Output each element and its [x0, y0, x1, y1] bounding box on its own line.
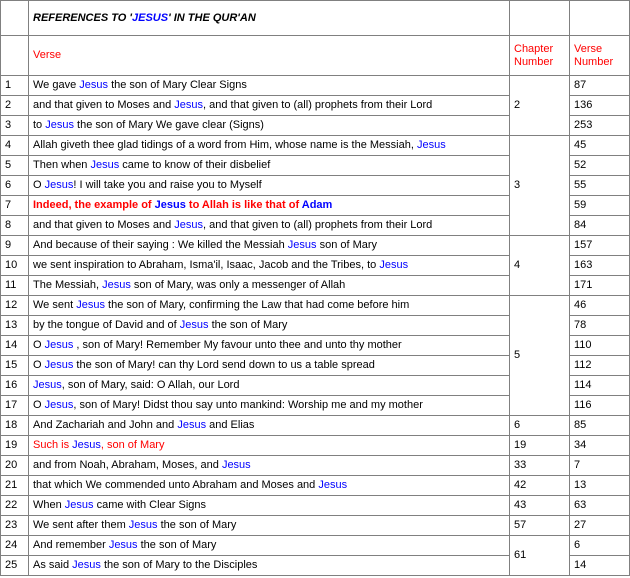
references-table-body: [1, 1, 630, 576]
verse-number: 112: [570, 356, 630, 376]
row-number: 8: [1, 216, 29, 236]
verse-number: 253: [570, 116, 630, 136]
table-row: [1, 516, 630, 536]
chapter-number: 6: [510, 416, 570, 436]
chapter-number: 33: [510, 456, 570, 476]
verse-number: 59: [570, 196, 630, 216]
verse-number: 13: [570, 476, 630, 496]
table-row: [1, 416, 630, 436]
verse-fragment: We sent after them: [33, 519, 129, 531]
verse-text: [29, 216, 510, 236]
row-number: 15: [1, 356, 29, 376]
verse-fragment: ! I will take you and raise you to Myself: [73, 179, 262, 191]
verse-fragment: O: [33, 179, 45, 191]
keyword-text: Jesus: [44, 359, 74, 371]
verse-text: [29, 316, 510, 336]
row-number: 18: [1, 416, 29, 436]
verse-fragment: Allah giveth thee glad tidings of a word from Him, whose name is the Messiah,: [33, 139, 417, 151]
row-number: 25: [1, 556, 29, 576]
keyword-text: Jesus: [72, 559, 101, 571]
verse-fragment: Such is: [33, 439, 73, 451]
verse-text: [29, 436, 510, 456]
title-verse-cell: [570, 1, 630, 36]
verse-text: [29, 556, 510, 576]
verse-text: [29, 536, 510, 556]
verse-text: [29, 496, 510, 516]
title-prefix: REFERENCES TO ': [33, 11, 132, 24]
keyword-text: Jesus: [44, 339, 74, 351]
keyword-text: Jesus: [177, 419, 207, 431]
verse-text: [29, 296, 510, 316]
verse-fragment: When: [33, 499, 65, 511]
verse-number: 84: [570, 216, 630, 236]
chapter-number: 61: [510, 536, 570, 576]
verse-text: [29, 376, 510, 396]
header-chapter-number: Chapter Number: [510, 36, 570, 76]
title-corner-cell: [1, 1, 29, 36]
table-row: [1, 136, 630, 156]
verse-fragment: O: [33, 399, 45, 411]
verse-number: 45: [570, 136, 630, 156]
verse-fragment: to: [33, 119, 46, 131]
row-number: 10: [1, 256, 29, 276]
row-number: 11: [1, 276, 29, 296]
row-number: 1: [1, 76, 29, 96]
keyword-text: Jesus: [79, 79, 109, 91]
table-row: [1, 496, 630, 516]
keyword-text: Jesus: [128, 519, 158, 531]
verse-fragment: and that given to Moses and: [33, 219, 175, 231]
row-number: 21: [1, 476, 29, 496]
keyword-text: Jesus: [179, 319, 209, 331]
keyword-text: Jesus: [221, 459, 251, 471]
verse-fragment: son of Mary: [316, 239, 378, 251]
verse-text: [29, 196, 510, 216]
keyword-text: Jesus: [64, 499, 94, 511]
table-row: [1, 456, 630, 476]
verse-number: 7: [570, 456, 630, 476]
verse-number: 85: [570, 416, 630, 436]
header-verse-number: Verse Number: [570, 36, 630, 76]
row-number: 13: [1, 316, 29, 336]
table-row: [1, 236, 630, 256]
row-number: 22: [1, 496, 29, 516]
verse-fragment: , and that given to (all) prophets from their Lord: [203, 99, 433, 111]
keyword-text: Jesus: [379, 259, 409, 271]
verse-number: 27: [570, 516, 630, 536]
header-verse: Verse: [29, 36, 510, 76]
keyword-text: Jesus: [174, 219, 204, 231]
verse-fragment: the son of Mary! can thy Lord send down to us a table spread: [73, 359, 375, 371]
keyword-text: Jesus: [33, 379, 62, 391]
row-number: 14: [1, 336, 29, 356]
verse-text: [29, 156, 510, 176]
verse-fragment: that which We commended unto Abraham and Moses and: [33, 479, 319, 491]
row-number: 23: [1, 516, 29, 536]
verse-number: 34: [570, 436, 630, 456]
verse-number: 63: [570, 496, 630, 516]
keyword-text: Jesus: [174, 99, 204, 111]
verse-number: 87: [570, 76, 630, 96]
verse-fragment: , son of Mary! Remember My favour unto thee and unto thy mother: [73, 339, 402, 351]
verse-fragment: And Zachariah and John and: [33, 419, 178, 431]
table-row: [1, 76, 630, 96]
table-row: [1, 536, 630, 556]
row-number: 9: [1, 236, 29, 256]
header-corner-cell: [1, 36, 29, 76]
verse-fragment: came to know of their disbelief: [119, 159, 271, 171]
header-row: [1, 36, 630, 76]
verse-number: 157: [570, 236, 630, 256]
keyword-text: Jesus: [76, 299, 105, 311]
verse-text: [29, 456, 510, 476]
keyword-text: Jesus: [90, 159, 120, 171]
keyword-text: Jesus: [44, 179, 74, 191]
verse-text: [29, 416, 510, 436]
row-number: 6: [1, 176, 29, 196]
title-suffix: ' IN THE QUR'AN: [168, 11, 256, 24]
verse-fragment: the son of Mary: [208, 319, 288, 331]
keyword-text: Jesus: [318, 479, 348, 491]
verse-fragment: , son of Mary: [100, 439, 165, 451]
verse-fragment: and Elias: [206, 419, 255, 431]
verse-number: 110: [570, 336, 630, 356]
chapter-number: 5: [510, 296, 570, 416]
verse-fragment: the son of Mary, confirming the Law that had come before him: [104, 299, 410, 311]
row-number: 20: [1, 456, 29, 476]
verse-number: 78: [570, 316, 630, 336]
verse-text: [29, 256, 510, 276]
table-row: [1, 436, 630, 456]
verse-fragment: And because of their saying : We killed the Messiah: [33, 239, 288, 251]
chapter-number: 57: [510, 516, 570, 536]
verse-text: [29, 96, 510, 116]
verse-number: 163: [570, 256, 630, 276]
verse-text: [29, 396, 510, 416]
verse-number: 116: [570, 396, 630, 416]
verse-number: 14: [570, 556, 630, 576]
keyword-text: Jesus: [108, 539, 138, 551]
verse-number: 55: [570, 176, 630, 196]
verse-fragment: the son of Mary We gave clear (Signs): [73, 119, 264, 131]
table-row: [1, 296, 630, 316]
row-number: 4: [1, 136, 29, 156]
chapter-number: 42: [510, 476, 570, 496]
verse-text: [29, 76, 510, 96]
keyword-text: Jesus: [154, 199, 186, 211]
keyword-text: Jesus: [416, 139, 446, 151]
verse-fragment: by the tongue of David and of: [33, 319, 180, 331]
keyword-text: Jesus: [287, 239, 317, 251]
keyword-text: Jesus: [45, 119, 74, 131]
verse-fragment: came with Clear Signs: [93, 499, 207, 511]
verse-number: 114: [570, 376, 630, 396]
keyword-text: Jesus: [44, 399, 74, 411]
row-number: 2: [1, 96, 29, 116]
verse-fragment: the son of Mary: [137, 539, 217, 551]
verse-fragment: son of Mary, was only a messenger of Allah: [130, 279, 346, 291]
verse-fragment: the son of Mary Clear Signs: [108, 79, 247, 91]
verse-fragment: to Allah is like that of: [185, 199, 302, 211]
chapter-number: 4: [510, 236, 570, 296]
verse-fragment: We sent: [33, 299, 77, 311]
verse-fragment: We gave: [33, 79, 80, 91]
verse-fragment: and that given to Moses and: [33, 99, 175, 111]
verse-fragment: As said: [33, 559, 73, 571]
verse-number: 171: [570, 276, 630, 296]
verse-text: [29, 476, 510, 496]
verse-text: [29, 176, 510, 196]
row-number: 3: [1, 116, 29, 136]
chapter-number: 3: [510, 136, 570, 236]
row-number: 16: [1, 376, 29, 396]
verse-text: [29, 336, 510, 356]
verse-text: [29, 356, 510, 376]
verse-fragment: , son of Mary, said: O Allah, our Lord: [61, 379, 240, 391]
verse-text: [29, 116, 510, 136]
chapter-number: 43: [510, 496, 570, 516]
verse-text: [29, 136, 510, 156]
verse-number: 136: [570, 96, 630, 116]
verse-fragment: , and that given to (all) prophets from their Lord: [203, 219, 433, 231]
keyword-text: Adam: [301, 199, 333, 211]
row-number: 19: [1, 436, 29, 456]
row-number: 5: [1, 156, 29, 176]
verse-text: [29, 236, 510, 256]
verse-fragment: the son of Mary to the Disciples: [100, 559, 258, 571]
verse-fragment: , son of Mary! Didst thou say unto mankind: Worship me and my mother: [73, 399, 423, 411]
title-keyword: JESUS: [131, 11, 169, 24]
verse-fragment: O: [33, 339, 45, 351]
verse-number: 46: [570, 296, 630, 316]
verse-fragment: Then when: [33, 159, 91, 171]
row-number: 7: [1, 196, 29, 216]
row-number: 17: [1, 396, 29, 416]
verse-fragment: Indeed, the example of: [33, 199, 155, 211]
verse-fragment: The Messiah,: [33, 279, 103, 291]
verse-fragment: And remember: [33, 539, 109, 551]
table-row: [1, 476, 630, 496]
keyword-text: Jesus: [72, 439, 101, 451]
keyword-text: Jesus: [102, 279, 131, 291]
verse-fragment: the son of Mary: [157, 519, 237, 531]
row-number: 12: [1, 296, 29, 316]
verse-fragment: and from Noah, Abraham, Moses, and: [33, 459, 222, 471]
verse-number: 52: [570, 156, 630, 176]
row-number: 24: [1, 536, 29, 556]
verse-fragment: we sent inspiration to Abraham, Isma'il, Isaac, Jacob and the Tribes, to: [33, 259, 380, 271]
title-chapter-cell: [510, 1, 570, 36]
verse-fragment: O: [33, 359, 45, 371]
table-title: [29, 1, 510, 36]
verse-number: 6: [570, 536, 630, 556]
chapter-number: 19: [510, 436, 570, 456]
verse-text: [29, 516, 510, 536]
chapter-number: 2: [510, 76, 570, 136]
verse-text: [29, 276, 510, 296]
title-row: [1, 1, 630, 36]
